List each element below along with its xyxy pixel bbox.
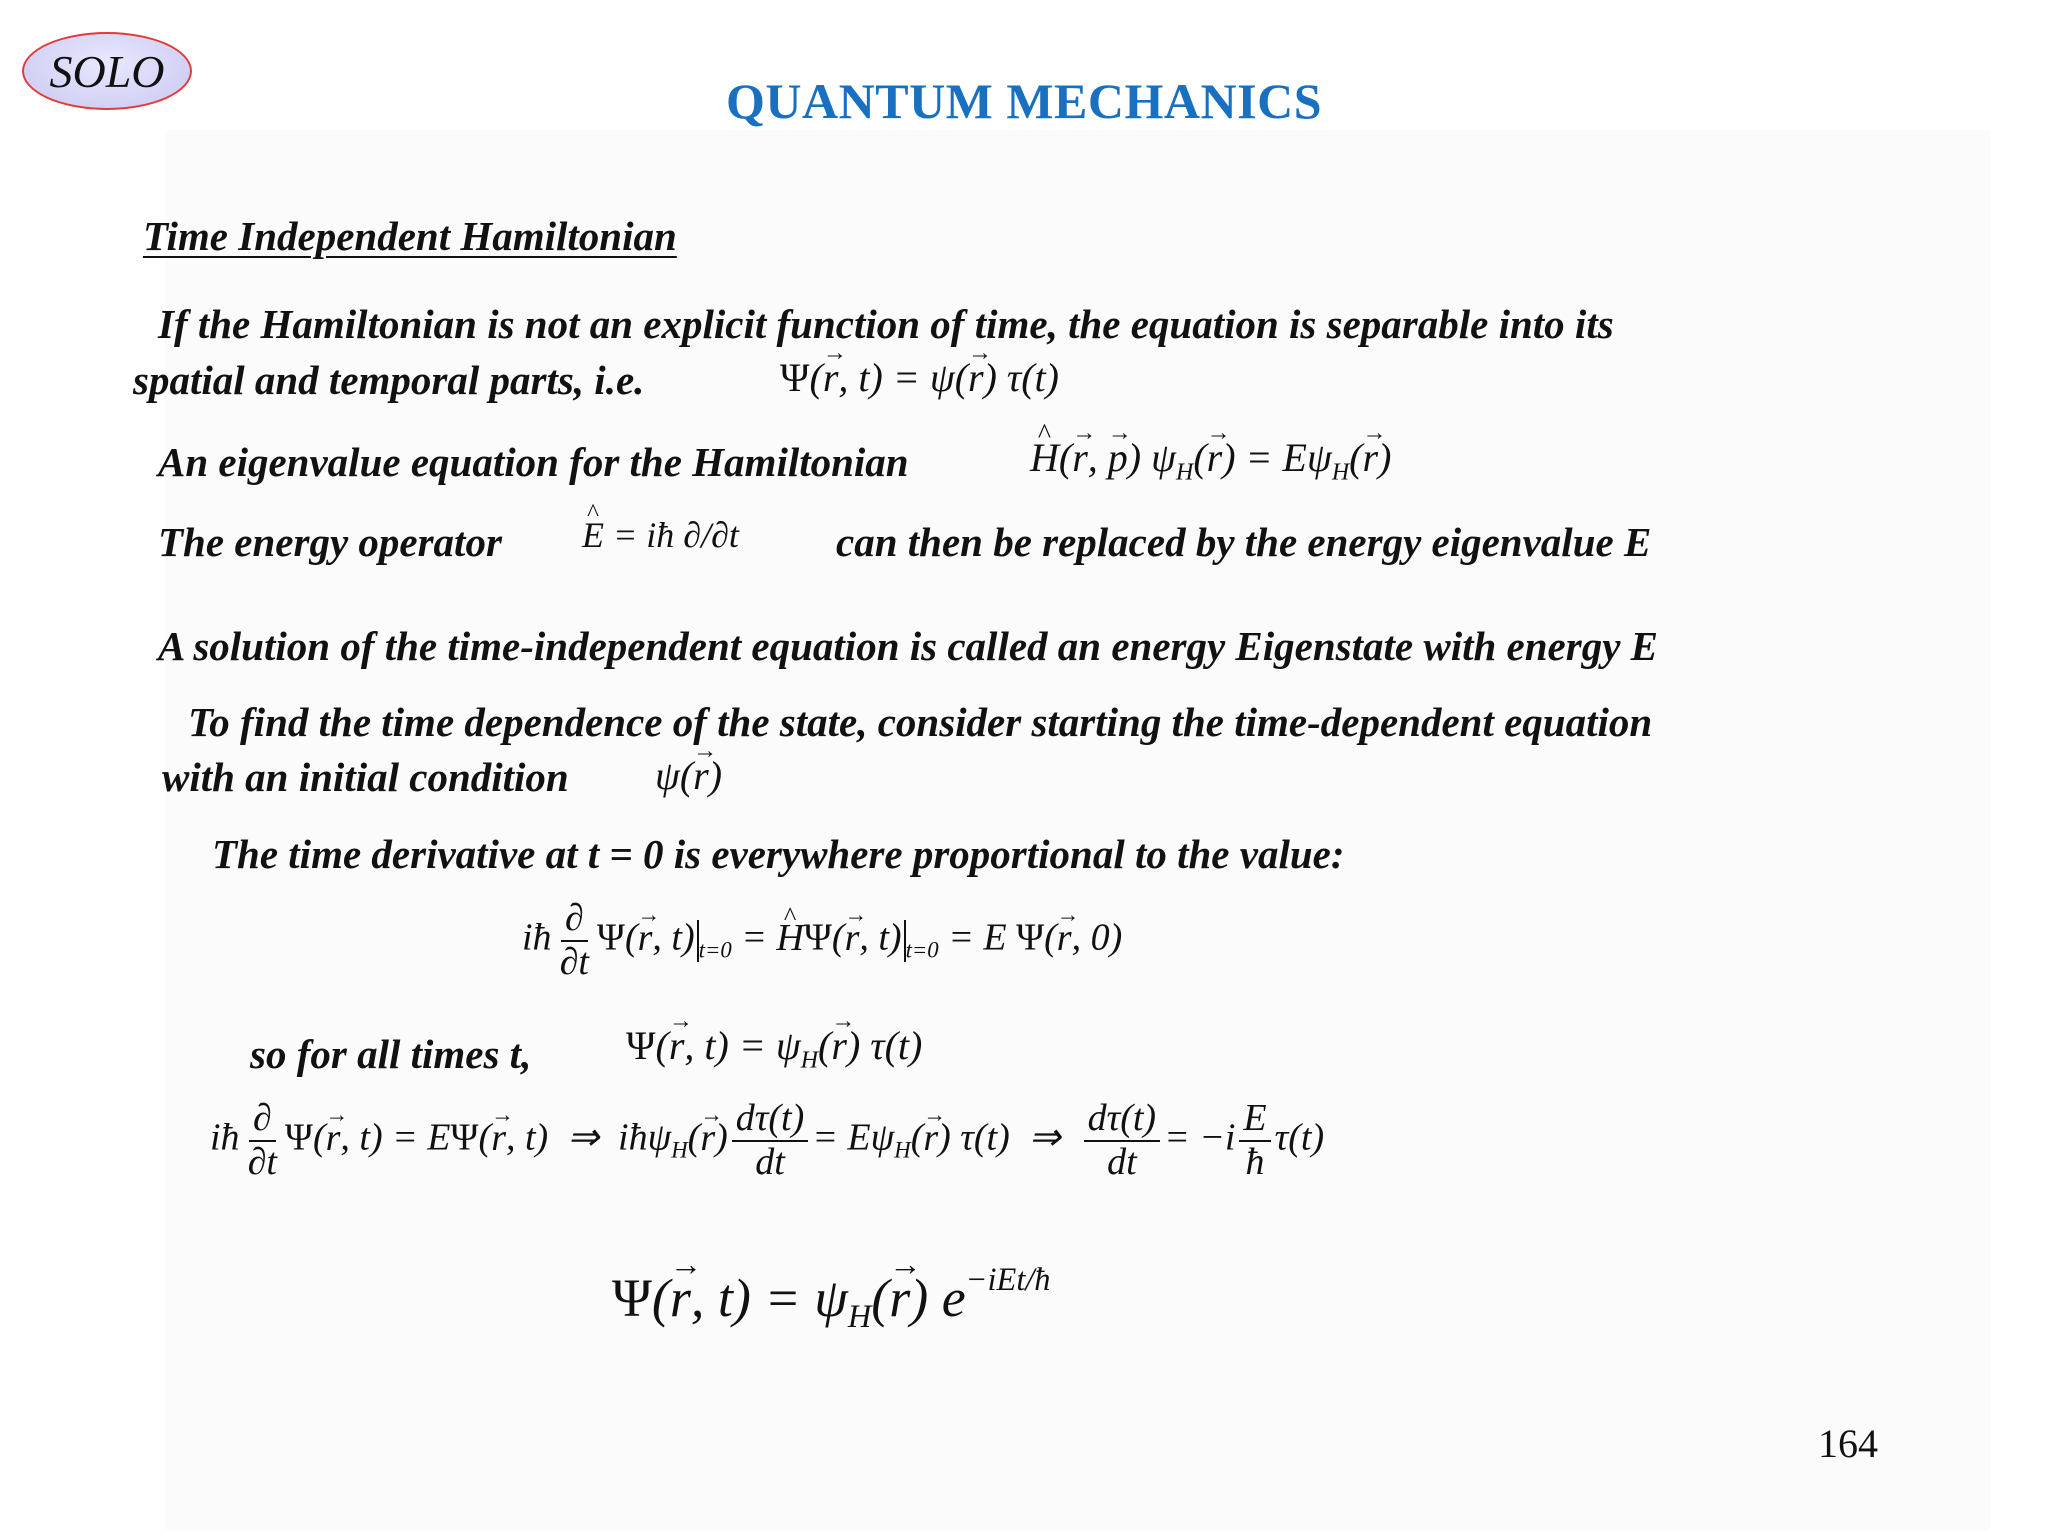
final-solution-equation: Ψ(→ r, $t) = \psi_H(\to r)$ $e^{-iEt/ħ}$ [612, 1262, 1051, 1336]
find-line-2: with an initial condition [162, 754, 569, 800]
solo-badge: SOLO [22, 32, 192, 110]
page-title: QUANTUM MECHANICS [726, 73, 1322, 129]
forall-line: so for all times t, [250, 1031, 532, 1077]
energy-operator-text: can then be replaced by the energy eigenvalue E [836, 519, 1652, 565]
derivative-equation: iħ $\frac{\partial}{\partial t}$ Ψ(→ r, t) $_{t=0}$ = ^ HΨ(→ r, t) $_{t=0}$ = E Ψ(→ r, 0) [522, 898, 1122, 984]
energy-operator-label: The energy operator [158, 519, 502, 565]
solution-line: A solution of the time-independent equation is called an energy Eigenstate with energy E [158, 623, 1658, 669]
initial-condition: ψ(→ r) [655, 752, 722, 799]
eigenvalue-equation: ^ H(→ r, → p) $\psi_H(\to r) = E\psi_H(\to r)$ [1030, 434, 1391, 486]
forall-equation: Ψ(→ r, $t) = \psi_H(\to r)$ τ(t) [626, 1022, 922, 1074]
eigenvalue-line: An eigenvalue equation for the Hamiltonian [158, 439, 909, 485]
page-number: 164 [1818, 1421, 1878, 1466]
find-line-1: To find the time dependence of the state, consider starting the time-dependent equation [188, 699, 1653, 745]
time-evolution-chain: iħ $\frac{\partial}{\partial t}$ Ψ(→ r, t) = EΨ(→ r, t) ⇒ iħψ$_H$(→ r) $\frac{d\tau(t)}{dt}$ = $E\psi_H(\to r)$ τ(t) ⇒ $\frac{d\tau(t)}{dt}$ = −i $\frac{E}{ħ}$ τ(t) [210, 1098, 1324, 1184]
separation-equation: Ψ(→ r, t) = ψ(→ r) τ(t) [780, 354, 1059, 401]
energy-operator-equation: ^ E = iħ ∂/∂t [582, 514, 739, 556]
section-heading: Time Independent Hamiltonian [143, 213, 677, 259]
derivative-line: The time derivative at t = 0 is everywhere proportional to the value: [212, 831, 1345, 877]
intro-line-1: If the Hamiltonian is not an explicit function of time, the equation is separable into its [158, 301, 1614, 347]
intro-line-2: spatial and temporal parts, i.e. [133, 357, 645, 403]
